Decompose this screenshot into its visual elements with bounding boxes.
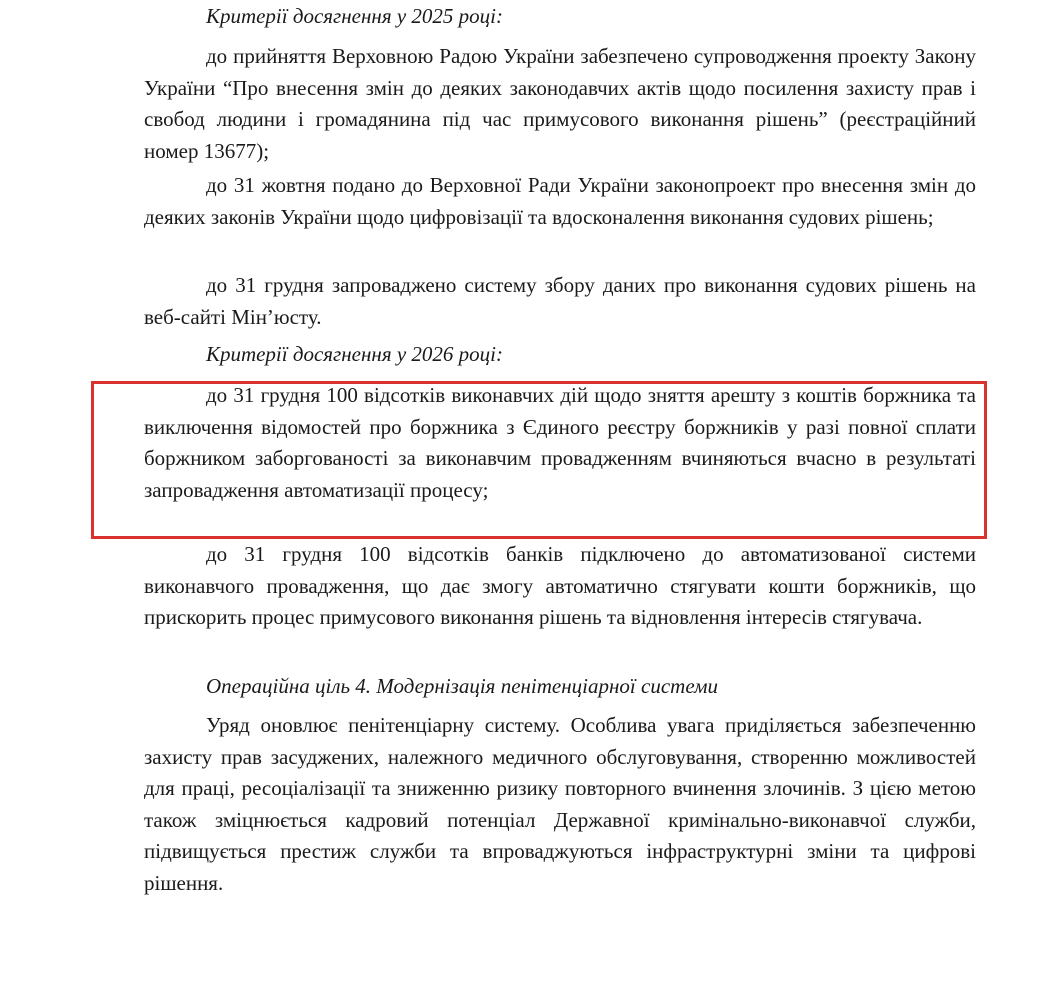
criteria-2025-item-3: до 31 грудня запроваджено систему збору даних про виконання судових рішень на веб-сайті Мін’юсту. xyxy=(144,273,976,329)
operational-goal-4-heading: Операційна ціль 4. Модернізація пенітенціарної системи xyxy=(206,674,719,698)
criteria-2026-item-2: до 31 грудня 100 відсотків банків підключено до автоматизованої системи виконавчого провадження, що дає змогу автоматично стягувати кошти боржників, що прискорить процес примусового виконання рішень та відновлення інтересів стягувача. xyxy=(144,542,976,629)
criteria-2026-item-1: до 31 грудня 100 відсотків виконавчих дій щодо зняття арешту з коштів боржника та виключення відомостей про боржника з Єдиного реєстру боржників у разі повної сплати боржником заборгованості за виконавчим провадженням вчиняються вчасно в результаті запровадження автоматизації процесу; xyxy=(144,383,976,502)
criteria-2025-item-1: до прийняття Верховною Радою України забезпечено супроводження проекту Закону України “Про внесення змін до деяких законодавчих актів щодо посилення захисту прав і свобод людини і громадянина під час примусового виконання рішень” (реєстраційний номер 13677); xyxy=(144,44,976,163)
operational-goal-4-text: Уряд оновлює пенітенціарну систему. Особлива увага приділяється забезпеченню захисту прав засуджених, належного медичного обслуговування, створенню можливостей для праці, ресоціалізації та зниженню ризику повторного вчинення злочинів. З цією метою також зміцнюється кадровий потенціал Державної кримінально-виконавчої служби, підвищується престиж служби та впроваджуються інфраструктурні зміни та цифрові рішення. xyxy=(144,713,976,895)
criteria-2025-heading: Критерії досягнення у 2025 році: xyxy=(206,4,503,28)
criteria-2025-item-2: до 31 жовтня подано до Верховної Ради України законопроект про внесення змін до деяких законів України щодо цифровізації та вдосконалення виконання судових рішень; xyxy=(144,173,976,229)
criteria-2026-heading: Критерії досягнення у 2026 році: xyxy=(206,342,503,366)
